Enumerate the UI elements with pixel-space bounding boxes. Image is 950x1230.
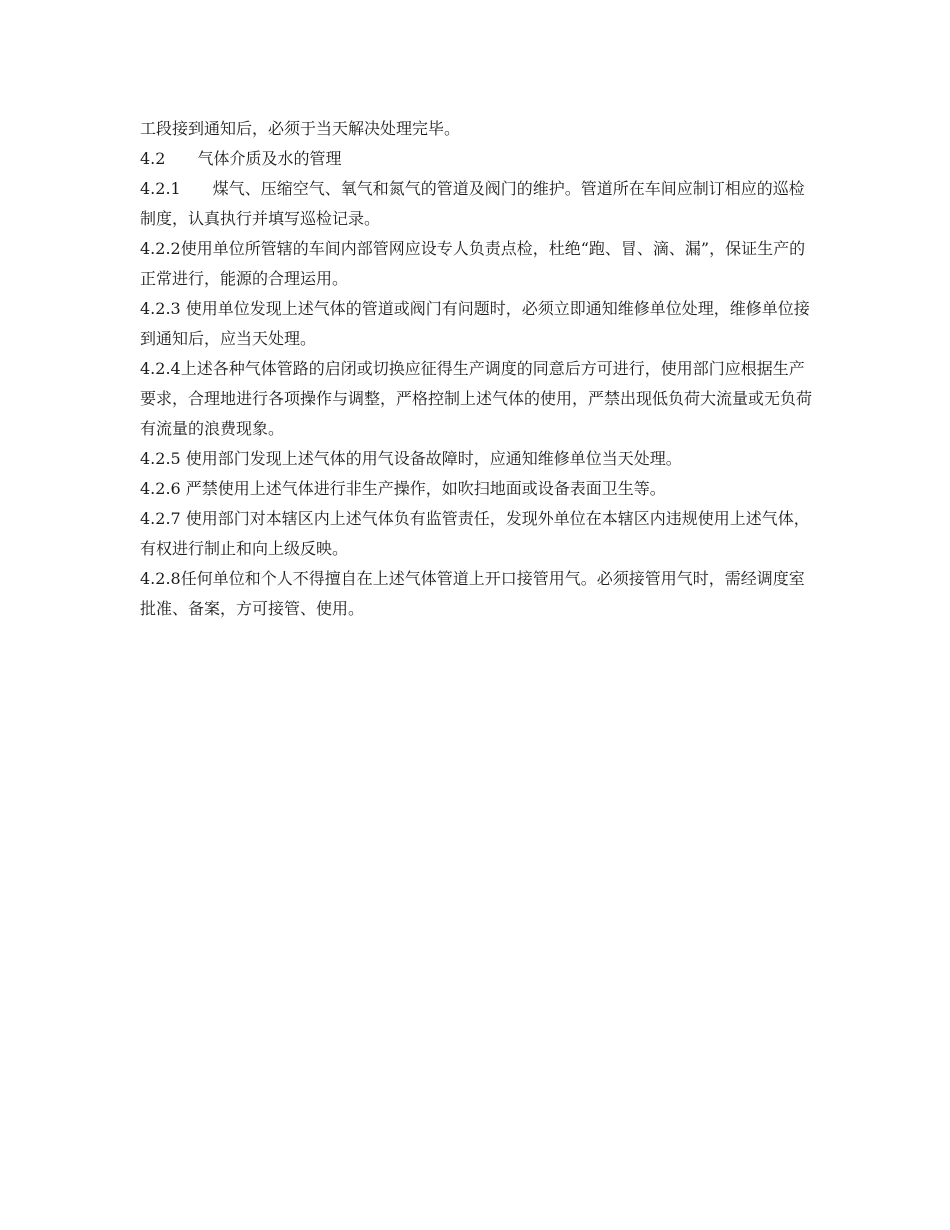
paragraph-continuation: 工段接到通知后，必须于当天解决处理完毕。 (140, 119, 461, 138)
paragraph-4-2-3: 4.2.3 使用单位发现上述气体的管道或阀门有问题时，必须立即通知维修单位处理，维修单位接到通知后，应当天处理。 (140, 299, 810, 348)
paragraph-4-2-2: 4.2.2使用单位所管辖的车间内部管网应设专人负责点检，杜绝“跑、冒、滴、漏”，保证生产的正常进行，能源的合理运用。 (140, 239, 806, 288)
paragraph-4-2-7: 4.2.7 使用部门对本辖区内上述气体负有监管责任，发现外单位在本辖区内违规使用上述气体，有权进行制止和向上级反映。 (140, 509, 810, 558)
paragraph-4-2-6: 4.2.6 严禁使用上述气体进行非生产操作，如吹扫地面或设备表面卫生等。 (140, 479, 666, 498)
paragraph-4-2-1: 4.2.1 煤气、压缩空气、氧气和氮气的管道及阀门的维护。管道所在车间应制订相应的巡检制度，认真执行并填写巡检记录。 (140, 179, 805, 228)
section-heading-4-2: 4.2 气体介质及水的管理 (140, 149, 342, 168)
document-body (140, 114, 820, 624)
paragraph-4-2-4: 4.2.4上述各种气体管路的启闭或切换应征得生产调度的同意后方可进行，使用部门应根据生产要求，合理地进行各项操作与调整，严格控制上述气体的使用，严禁出现低负荷大流量或无负荷有流量的浪费现象。 (140, 359, 813, 438)
paragraph-4-2-8: 4.2.8任何单位和个人不得擅自在上述气体管道上开口接管用气。必须接管用气时，需经调度室批准、备案，方可接管、使用。 (140, 569, 805, 618)
paragraph-4-2-5: 4.2.5 使用部门发现上述气体的用气设备故障时，应通知维修单位当天处理。 (140, 449, 682, 468)
